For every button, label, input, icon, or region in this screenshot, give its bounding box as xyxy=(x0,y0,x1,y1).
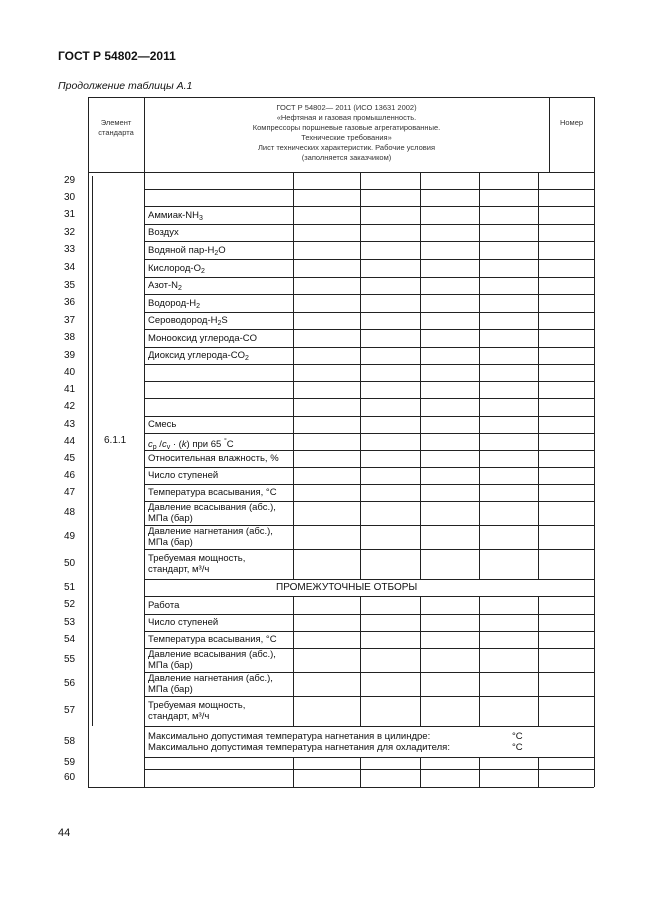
row-number: 52 xyxy=(64,599,76,610)
data-col-rule xyxy=(538,549,539,579)
data-col-rule xyxy=(293,172,294,189)
row-number: 39 xyxy=(64,350,76,361)
row-rule xyxy=(144,277,594,278)
column-header-number: Номер xyxy=(559,118,584,127)
row-rule xyxy=(144,206,594,207)
row-number: 57 xyxy=(64,705,76,716)
data-col-rule xyxy=(538,189,539,206)
row-number: 40 xyxy=(64,367,76,378)
data-col-rule xyxy=(293,648,294,672)
row-number: 54 xyxy=(64,634,76,645)
row-rule xyxy=(144,596,594,597)
data-col-rule xyxy=(479,312,480,329)
row-number: 45 xyxy=(64,453,76,464)
data-col-rule xyxy=(538,224,539,241)
data-col-rule xyxy=(538,259,539,277)
data-col-rule xyxy=(360,501,361,525)
row-number: 41 xyxy=(64,384,76,395)
row-number: 49 xyxy=(64,531,76,542)
data-col-rule xyxy=(360,241,361,259)
row-number: 58 xyxy=(64,736,76,747)
data-col-rule xyxy=(479,484,480,501)
row-rule xyxy=(144,484,594,485)
data-col-rule xyxy=(293,596,294,614)
data-col-rule xyxy=(360,259,361,277)
data-col-rule xyxy=(420,294,421,312)
data-col-rule xyxy=(479,631,480,648)
row-number: 29 xyxy=(64,175,76,186)
data-col-rule xyxy=(360,189,361,206)
page-number: 44 xyxy=(58,827,71,839)
max-temperature-text: Максимально допустимая температура нагнетания в цилиндре: Максимально допустимая температура нагнетания для охладителя: xyxy=(148,731,450,753)
row-label: Требуемая мощность, стандарт, м³/ч xyxy=(148,553,246,575)
data-col-rule xyxy=(293,277,294,294)
data-col-rule xyxy=(360,525,361,549)
row-number: 46 xyxy=(64,470,76,481)
row-label: Число ступеней xyxy=(148,470,219,481)
row-rule xyxy=(144,398,594,399)
data-col-rule xyxy=(420,398,421,416)
data-col-rule xyxy=(360,172,361,189)
data-col-rule xyxy=(538,416,539,433)
data-col-rule xyxy=(293,484,294,501)
row-label: Температура всасывания, °C xyxy=(148,487,277,498)
data-col-rule xyxy=(538,757,539,769)
row-number: 38 xyxy=(64,332,76,343)
data-col-rule xyxy=(538,172,539,189)
data-col-rule xyxy=(293,381,294,398)
data-col-rule xyxy=(293,364,294,381)
temperature-unit: °C °C xyxy=(512,731,523,753)
data-col-rule xyxy=(420,696,421,726)
data-col-rule xyxy=(479,501,480,525)
data-col-rule xyxy=(420,347,421,364)
data-col-rule xyxy=(538,501,539,525)
data-col-rule xyxy=(479,381,480,398)
data-col-rule xyxy=(293,769,294,787)
element-col-rule xyxy=(144,172,145,787)
data-col-rule xyxy=(479,329,480,347)
header-right-rule xyxy=(594,97,595,172)
table-left-rule xyxy=(88,172,89,787)
row-rule xyxy=(144,467,594,468)
table-right-rule xyxy=(594,172,595,787)
row-number: 44 xyxy=(64,436,76,447)
data-col-rule xyxy=(420,501,421,525)
data-col-rule xyxy=(360,224,361,241)
data-col-rule xyxy=(360,549,361,579)
data-col-rule xyxy=(479,294,480,312)
data-col-rule xyxy=(479,206,480,224)
data-col-rule xyxy=(538,433,539,450)
data-col-rule xyxy=(479,672,480,696)
data-col-rule xyxy=(538,347,539,364)
row-rule xyxy=(144,726,594,727)
row-rule xyxy=(144,579,594,580)
data-col-rule xyxy=(360,347,361,364)
data-col-rule xyxy=(360,294,361,312)
data-col-rule xyxy=(479,347,480,364)
data-col-rule xyxy=(479,398,480,416)
data-col-rule xyxy=(420,416,421,433)
row-number: 56 xyxy=(64,678,76,689)
data-col-rule xyxy=(538,769,539,787)
row-number: 53 xyxy=(64,617,76,628)
row-rule xyxy=(144,381,594,382)
data-col-rule xyxy=(538,312,539,329)
data-col-rule xyxy=(479,769,480,787)
column-header-title: ГОСТ Р 54802— 2011 (ИСО 13631 2002) «Нефтяная и газовая промышленность. Компрессоры поршневые газовые агрегатированные. Технические требования» Лист технических характеристик. Рабочие условия (заполняется заказчиком) xyxy=(252,103,441,162)
data-col-rule xyxy=(420,648,421,672)
row-label: Монооксид углерода-CO xyxy=(148,333,258,344)
row-number: 42 xyxy=(64,401,76,412)
data-col-rule xyxy=(420,596,421,614)
data-col-rule xyxy=(420,484,421,501)
row-label: Воздух xyxy=(148,227,179,238)
data-col-rule xyxy=(538,672,539,696)
row-label: Диоксид углерода-$CO_2$ xyxy=(148,350,249,362)
data-col-rule xyxy=(293,224,294,241)
row-label: Водяной пар-$H_2O$ xyxy=(148,245,226,257)
data-col-rule xyxy=(420,312,421,329)
data-col-rule xyxy=(293,549,294,579)
data-col-rule xyxy=(538,614,539,631)
data-col-rule xyxy=(360,206,361,224)
data-col-rule xyxy=(360,312,361,329)
row-label: Относительная влажность, % xyxy=(148,453,279,464)
data-col-rule xyxy=(360,769,361,787)
data-col-rule xyxy=(420,189,421,206)
row-label: $c_p$ $/c_v \cdot (k)$ при 65 °C xyxy=(148,438,234,451)
data-col-rule xyxy=(538,241,539,259)
data-col-rule xyxy=(293,241,294,259)
row-label: Кислород-$O_2$ xyxy=(148,263,205,275)
row-label: Давление всасывания (абс.), МПа (бар) xyxy=(148,502,276,524)
data-col-rule xyxy=(293,696,294,726)
data-col-rule xyxy=(360,398,361,416)
data-col-rule xyxy=(360,467,361,484)
row-label: Число ступеней xyxy=(148,617,219,628)
data-col-rule xyxy=(360,631,361,648)
data-col-rule xyxy=(479,433,480,450)
data-col-rule xyxy=(420,224,421,241)
data-col-rule xyxy=(538,329,539,347)
data-col-rule xyxy=(479,648,480,672)
row-number: 47 xyxy=(64,487,76,498)
data-col-rule xyxy=(479,596,480,614)
row-rule xyxy=(144,364,594,365)
data-col-rule xyxy=(360,696,361,726)
row-number: 31 xyxy=(64,209,76,220)
element-standard-value: 6.1.1 xyxy=(104,435,127,446)
data-col-rule xyxy=(538,277,539,294)
row-rule xyxy=(144,631,594,632)
row-number: 34 xyxy=(64,262,76,273)
data-col-rule xyxy=(538,364,539,381)
row-rule xyxy=(144,549,594,550)
data-col-rule xyxy=(479,416,480,433)
header-col-rule xyxy=(549,97,550,172)
section-heading-intermediate: ПРОМЕЖУТОЧНЫЕ ОТБОРЫ xyxy=(276,582,418,593)
data-col-rule xyxy=(293,312,294,329)
row-label: Давление нагнетания (абс.), МПа (бар) xyxy=(148,673,273,695)
row-rule xyxy=(144,696,594,697)
row-number: 35 xyxy=(64,280,76,291)
row-label: Давление всасывания (абс.), МПа (бар) xyxy=(148,649,276,671)
row-label: Требуемая мощность, стандарт, м³/ч xyxy=(148,700,246,722)
data-col-rule xyxy=(293,672,294,696)
data-col-rule xyxy=(538,648,539,672)
data-col-rule xyxy=(538,467,539,484)
data-col-rule xyxy=(420,381,421,398)
data-col-rule xyxy=(293,525,294,549)
data-col-rule xyxy=(538,631,539,648)
data-col-rule xyxy=(293,631,294,648)
data-col-rule xyxy=(420,467,421,484)
row-rule xyxy=(144,312,594,313)
row-number: 48 xyxy=(64,507,76,518)
data-col-rule xyxy=(360,757,361,769)
row-rule xyxy=(144,329,594,330)
data-col-rule xyxy=(420,433,421,450)
data-col-rule xyxy=(293,501,294,525)
row-rule xyxy=(144,614,594,615)
data-col-rule xyxy=(360,596,361,614)
row-label: Температура всасывания, °C xyxy=(148,634,277,645)
data-col-rule xyxy=(420,172,421,189)
data-col-rule xyxy=(479,450,480,467)
data-col-rule xyxy=(293,206,294,224)
row-rule xyxy=(144,416,594,417)
row-rule xyxy=(144,433,594,434)
data-col-rule xyxy=(420,329,421,347)
data-col-rule xyxy=(360,450,361,467)
row-rule xyxy=(144,189,594,190)
data-col-rule xyxy=(420,206,421,224)
row-number: 30 xyxy=(64,192,76,203)
row-rule xyxy=(144,259,594,260)
header-bottom-rule xyxy=(88,172,594,173)
data-col-rule xyxy=(360,416,361,433)
data-col-rule xyxy=(360,364,361,381)
data-col-rule xyxy=(420,277,421,294)
row-rule xyxy=(144,294,594,295)
data-col-rule xyxy=(479,259,480,277)
data-col-rule xyxy=(420,525,421,549)
data-col-rule xyxy=(538,696,539,726)
row-rule xyxy=(144,757,594,758)
data-col-rule xyxy=(420,769,421,787)
row-label: Сероводород-$H_2S$ xyxy=(148,315,228,327)
data-col-rule xyxy=(293,450,294,467)
data-col-rule xyxy=(479,277,480,294)
data-col-rule xyxy=(420,364,421,381)
data-col-rule xyxy=(479,525,480,549)
data-col-rule xyxy=(538,450,539,467)
row-number: 43 xyxy=(64,419,76,430)
data-col-rule xyxy=(420,241,421,259)
row-number: 36 xyxy=(64,297,76,308)
data-col-rule xyxy=(420,631,421,648)
row-rule xyxy=(144,347,594,348)
row-number: 60 xyxy=(64,772,76,783)
row-number: 59 xyxy=(64,757,76,768)
data-col-rule xyxy=(293,189,294,206)
row-label: Давление нагнетания (абс.), МПа (бар) xyxy=(148,526,273,548)
data-col-rule xyxy=(538,596,539,614)
data-col-rule xyxy=(479,696,480,726)
data-col-rule xyxy=(479,189,480,206)
data-col-rule xyxy=(293,329,294,347)
row-rule xyxy=(144,769,594,770)
data-col-rule xyxy=(479,172,480,189)
row-label: Смесь xyxy=(148,419,177,430)
header-top-rule xyxy=(88,97,594,98)
data-col-rule xyxy=(360,433,361,450)
data-col-rule xyxy=(420,549,421,579)
data-col-rule xyxy=(293,259,294,277)
data-col-rule xyxy=(420,757,421,769)
document-header: ГОСТ Р 54802—2011 xyxy=(58,49,176,63)
data-col-rule xyxy=(538,381,539,398)
data-col-rule xyxy=(360,381,361,398)
row-number: 33 xyxy=(64,244,76,255)
data-col-rule xyxy=(293,467,294,484)
row-rule xyxy=(144,224,594,225)
data-col-rule xyxy=(538,206,539,224)
data-col-rule xyxy=(420,450,421,467)
row-rule xyxy=(144,241,594,242)
row-label: Водород-$H_2$ xyxy=(148,298,201,310)
data-col-rule xyxy=(538,398,539,416)
data-col-rule xyxy=(479,614,480,631)
row-number: 32 xyxy=(64,227,76,238)
data-col-rule xyxy=(479,549,480,579)
row-label: Аммиак-$NH_3$ xyxy=(148,210,203,222)
data-col-rule xyxy=(538,484,539,501)
data-col-rule xyxy=(293,347,294,364)
row-label: Азот-$N_2$ xyxy=(148,280,182,292)
data-col-rule xyxy=(293,433,294,450)
row-label: Работа xyxy=(148,600,180,611)
data-col-rule xyxy=(293,614,294,631)
data-col-rule xyxy=(293,294,294,312)
data-col-rule xyxy=(420,614,421,631)
inner-left-rule xyxy=(92,176,93,726)
data-col-rule xyxy=(479,757,480,769)
data-col-rule xyxy=(293,757,294,769)
row-number: 50 xyxy=(64,558,76,569)
data-col-rule xyxy=(360,484,361,501)
data-col-rule xyxy=(479,224,480,241)
data-col-rule xyxy=(420,259,421,277)
row-rule xyxy=(144,787,594,788)
row-number: 37 xyxy=(64,315,76,326)
data-col-rule xyxy=(360,277,361,294)
data-col-rule xyxy=(420,672,421,696)
data-col-rule xyxy=(293,416,294,433)
data-col-rule xyxy=(538,294,539,312)
data-col-rule xyxy=(293,398,294,416)
column-header-element: Элемент стандарта xyxy=(98,118,134,137)
data-col-rule xyxy=(360,329,361,347)
row-number: 55 xyxy=(64,654,76,665)
table-continuation-caption: Продолжение таблицы А.1 xyxy=(58,80,193,92)
data-col-rule xyxy=(479,467,480,484)
data-col-rule xyxy=(360,672,361,696)
data-col-rule xyxy=(538,525,539,549)
data-col-rule xyxy=(479,364,480,381)
data-col-rule xyxy=(360,648,361,672)
data-col-rule xyxy=(479,241,480,259)
data-col-rule xyxy=(360,614,361,631)
row-number: 51 xyxy=(64,582,76,593)
